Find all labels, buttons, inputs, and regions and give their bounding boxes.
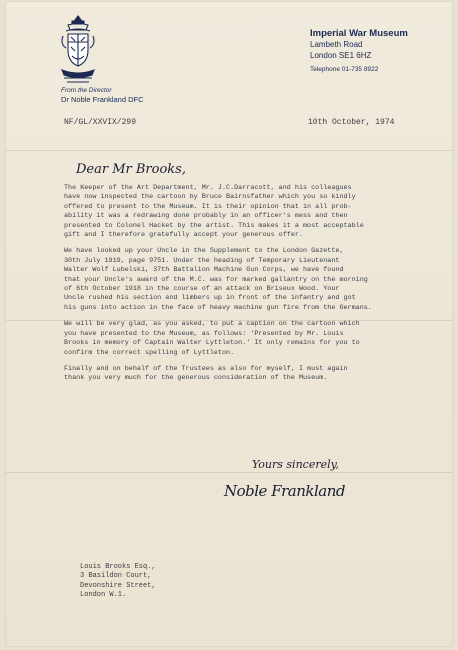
- recipient-line: Devonshire Street,: [80, 581, 156, 590]
- telephone: Telephone 01-735 8922: [310, 66, 379, 73]
- paragraph: [64, 320, 446, 358]
- body-line: ability it was a redrawing done probably in an officer's mess and then: [64, 212, 348, 221]
- museum-address-block: [310, 28, 408, 75]
- paragraph: [64, 365, 446, 384]
- body-line: The Keeper of the Art Department, Mr. J.C.Darracott, and his colleagues: [64, 184, 352, 192]
- recipient-line: Louis Brooks Esq.,: [80, 563, 156, 571]
- letter-body: [64, 184, 446, 391]
- body-line: that your Uncle's award of the M.C. was for marked gallantry on the morning: [64, 275, 368, 284]
- museum-crest-icon: [58, 14, 98, 86]
- body-line: We will be very glad, as you asked, to put a caption on the cartoon which: [64, 320, 360, 329]
- paragraph: [64, 247, 446, 313]
- recipient-line: London W.1.: [80, 591, 127, 600]
- body-line: have now inspected the cartoon by Bruce Bairnsfather which you so kindly: [64, 193, 356, 202]
- reference-number: NF/GL/XXVIX/299: [64, 118, 137, 127]
- address-line: London SE1 6HZ: [310, 51, 372, 60]
- address-line: Lambeth Road: [310, 40, 363, 49]
- letter-sheet: [6, 2, 452, 646]
- body-line: Uncle rushed his section and limbers up in front of the infantry and got: [64, 294, 356, 303]
- paragraph: [64, 184, 446, 240]
- body-line: 30th July 1919, page 9751. Under the heading of Temporary Lieutenant: [64, 256, 340, 265]
- body-line: of 6th October 1918 in the course of an attack on Briseux Wood. Your: [64, 285, 340, 294]
- recipient-address: [80, 563, 156, 601]
- body-line: his guns into action in the face of heavy machine gun fire from the Germans.: [64, 303, 372, 312]
- body-line: We have looked up your Uncle in the Supplement to the London Gazette,: [64, 247, 344, 256]
- body-line: offered to present to the Museum. It is their opinion that in all prob-: [64, 202, 352, 211]
- museum-name: Imperial War Museum: [310, 28, 408, 39]
- from-director-label: From the Director: [61, 87, 112, 94]
- body-line: confirm the correct spelling of Lyttleton.: [64, 348, 235, 357]
- body-line: Finally and on behalf of the Trustees as also for myself, I must again: [64, 364, 348, 373]
- body-line: thank you very much for the generous consideration of the Museum.: [64, 374, 328, 383]
- salutation: Dear Mr Brooks,: [76, 162, 186, 177]
- body-line: Walter Wolf Lubelski, 37th Battalion Machine Gun Corps, we have found: [64, 266, 344, 275]
- fold-line: [6, 150, 452, 151]
- letter-date: 10th October, 1974: [308, 118, 395, 127]
- closing: Yours sincerely,: [252, 458, 339, 471]
- director-name: Dr Noble Frankland DFC: [61, 95, 144, 104]
- recipient-line: 3 Basildon Court,: [80, 572, 152, 581]
- signature: Noble Frankland: [224, 482, 345, 500]
- body-line: gift and I therefore gratefully accept your generous offer.: [64, 231, 303, 240]
- body-line: Brooks in memory of Captain Walter Lyttleton.' It only remains for you to: [64, 339, 360, 348]
- body-line: presented to Colonel Hacket by the artist. This makes it a most acceptable: [64, 221, 364, 230]
- fold-line: [6, 472, 452, 473]
- body-line: you have presented to the Museum, as follows: 'Presented by Mr. Louis: [64, 329, 344, 338]
